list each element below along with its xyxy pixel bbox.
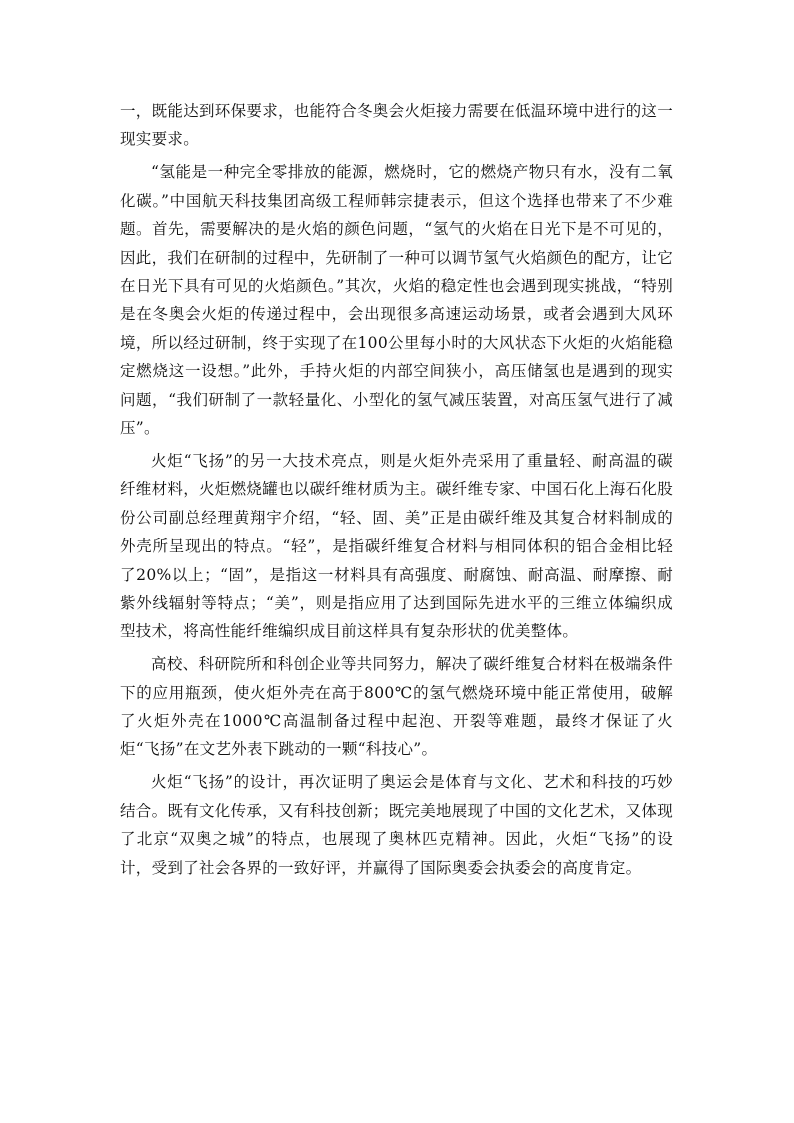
paragraph-2: “氢能是一种完全零排放的能源，燃烧时，它的燃烧产物只有水，没有二氧化碳。”中国航天科技集团高级工程师韩宗捷表示，但这个选择也带来了不少难题。首先，需要解决的是火焰的颜色问题，“氢气的火焰在日光下是不可见的，因此，我们在研制的过程中，先研制了一种可以调节氢气火焰颜色的配方，让它在日光下具有可见的火焰颜色。”其次，火焰的稳定性也会遇到现实挑战，“特别是在冬奥会火炬的传递过程中，会出现很多高速运动场景，或者会遇到大风环境，所以经过研制，终于实现了在100公里每小时的大风状态下火炬的火焰能稳定燃烧这一设想。”此外，手持火炬的内部空间狭小，高压储氢也是遇到的现实问题，“我们研制了一款轻量化、小型化的氢气减压装置，对高压氢气进行了减压”。 xyxy=(120,163,674,437)
paragraph-1: 一，既能达到环保要求，也能符合冬奥会火炬接力需要在低温环境中进行的这一现实要求。 xyxy=(120,102,674,149)
document-body xyxy=(120,97,673,886)
paragraph-3: 火炬“飞扬”的另一大技术亮点，则是火炬外壳采用了重量轻、耐高温的碳纤维材料，火炬燃烧罐也以碳纤维材质为主。碳纤维专家、中国石化上海石化股份公司副总经理黄翔宇介绍，“轻、固、美”正是由碳纤维及其复合材料制成的外壳所呈现出的特点。“轻”，是指碳纤维复合材料与相同体积的铝合金相比轻了20%以上；“固”，是指这一材料具有高强度、耐腐蚀、耐高温、耐摩擦、耐紫外线辐射等特点；“美”，则是指应用了达到国际先进水平的三维立体编织成型技术，将高性能纤维编织成目前这样具有复杂形状的优美整体。 xyxy=(120,451,674,641)
paragraph-5: 火炬“飞扬”的设计，再次证明了奥运会是体育与文化、艺术和科技的巧妙结合。既有文化传承，又有科技创新；既完美地展现了中国的文化艺术，又体现了北京“双奥之城”的特点，也展现了奥林匹克精神。因此，火炬“飞扬”的设计，受到了社会各界的一致好评，并赢得了国际奥委会执委会的高度肯定。 xyxy=(120,773,674,877)
paragraph-4: 高校、科研院所和科创企业等共同努力，解决了碳纤维复合材料在极端条件下的应用瓶颈，使火炬外壳在高于800℃的氢气燃烧环境中能正常使用，破解了火炬外壳在1000℃高温制备过程中起泡、开裂等难题，最终才保证了火炬“飞扬”在文艺外表下跳动的一颗“科技心”。 xyxy=(120,655,673,759)
